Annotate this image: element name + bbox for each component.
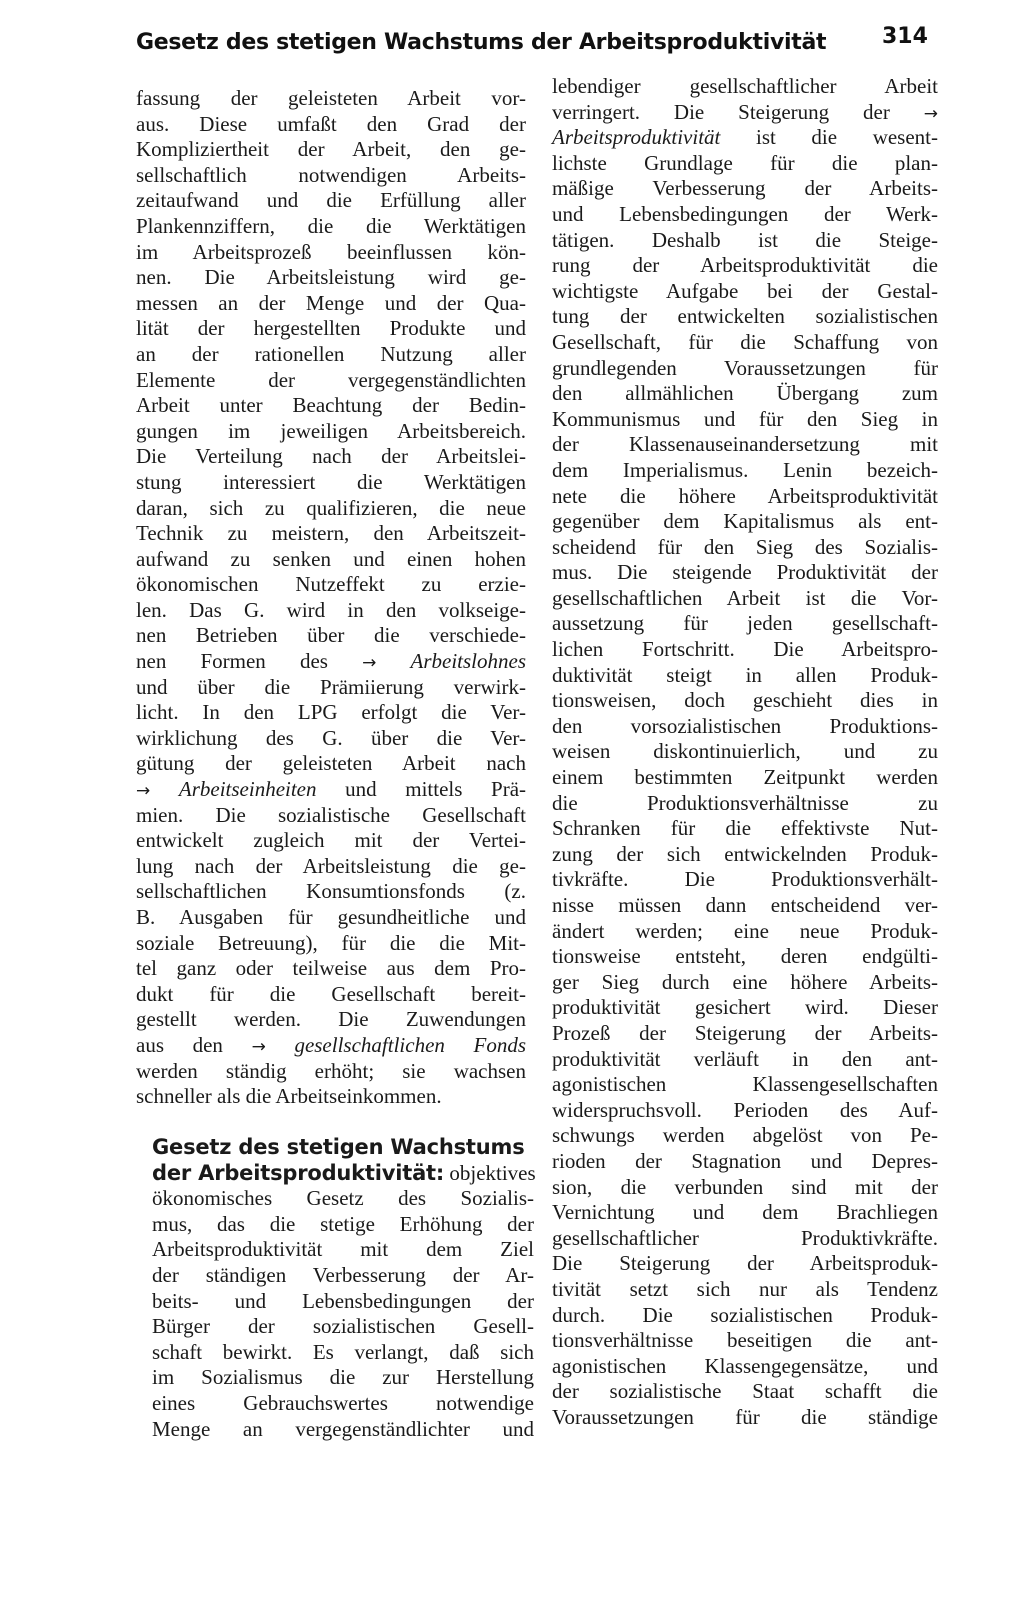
- text-line: durch. Die sozialistischen Produk-: [552, 1302, 938, 1327]
- text-line: produktivität verläuft in den ant-: [552, 1046, 938, 1071]
- text-line: aufwand zu senken und einen hohen: [136, 546, 526, 571]
- text-line: aus. Diese umfaßt den Grad der: [136, 111, 526, 136]
- text-line: im Sozialismus die zur Herstellung: [152, 1365, 534, 1390]
- text-line-with-reference: [136, 649, 526, 675]
- text-line: entwickelt zugleich mit der Vertei-: [136, 828, 526, 853]
- text-line: Die Verteilung nach der Arbeitslei-: [136, 444, 526, 469]
- text-segment: aus den: [136, 1032, 223, 1057]
- text-line: rung der Arbeitsproduktivität die: [552, 253, 938, 278]
- left-column: [136, 86, 526, 1110]
- cross-reference-arrow-icon: →: [923, 103, 938, 124]
- cross-reference-link[interactable]: Arbeitsproduktivität: [552, 125, 721, 150]
- running-head: Gesetz des stetigen Wachstums der Arbeitsproduktivität: [136, 30, 827, 55]
- text-line: gestellt werden. Die Zuwendungen: [136, 1007, 526, 1032]
- text-line: len. Das G. wird in den volkseige-: [136, 597, 526, 622]
- text-line-with-reference: [552, 100, 938, 126]
- cross-reference-link[interactable]: Arbeitslohnes: [410, 649, 527, 674]
- text-line: lität der hergestellten Produkte und: [136, 316, 526, 341]
- text-line: fassung der geleisteten Arbeit vor-: [136, 86, 526, 110]
- text-line: der ständigen Verbesserung der Ar-: [152, 1262, 534, 1287]
- text-line: der Klassenauseinandersetzung mit: [552, 432, 938, 457]
- text-line: ökonomisches Gesetz des Sozialis-: [152, 1186, 534, 1211]
- text-line: tung der entwickelten sozialistischen: [552, 304, 938, 329]
- text-segment: verringert. Die Steigerung der: [552, 99, 890, 124]
- text-line: agonistischen Klassengegensätze, und: [552, 1353, 938, 1378]
- text-line: soziale Betreuung), für die die Mit-: [136, 930, 526, 955]
- cross-reference-arrow-icon: →: [362, 653, 377, 674]
- text-line: tionsweise entsteht, deren endgülti-: [552, 944, 938, 969]
- text-line: mäßige Verbesserung der Arbeits-: [552, 176, 938, 201]
- text-segment: nen Formen des: [136, 649, 328, 674]
- text-line: den allmählichen Übergang zum: [552, 381, 938, 406]
- text-line: Kompliziertheit der Arbeit, den ge-: [136, 137, 526, 162]
- text-line: und über die Prämiierung verwirk-: [136, 674, 526, 699]
- dictionary-entry: [152, 1135, 534, 1442]
- text-line: agonistischen Klassengesellschaften: [552, 1072, 938, 1097]
- text-line: lebendiger gesellschaftlicher Arbeit: [552, 74, 938, 98]
- text-line: dukt für die Gesellschaft bereit-: [136, 981, 526, 1006]
- text-line: Vernichtung und dem Brachliegen: [552, 1200, 938, 1225]
- text-line: produktivität gesichert wird. Dieser: [552, 995, 938, 1020]
- text-line: gesellschaftlicher Produktivkräfte.: [552, 1225, 938, 1250]
- text-line-with-reference: [136, 777, 526, 803]
- text-segment: ist die wesent-: [755, 125, 938, 150]
- text-line: tivkräfte. Die Produktionsverhält-: [552, 867, 938, 892]
- text-line: aussetzung für jeden gesellschaft-: [552, 611, 938, 636]
- text-line: wichtigste Aufgabe bei der Gestal-: [552, 278, 938, 303]
- text-segment: objektives: [449, 1160, 536, 1185]
- text-segment: und mittels Prä-: [345, 777, 527, 802]
- text-line-with-reference: [552, 125, 938, 151]
- text-line: mus, das die stetige Erhöhung der: [152, 1211, 534, 1236]
- text-line: werden ständig erhöht; sie wachsen: [136, 1058, 526, 1083]
- text-line: tionsverhältnisse beseitigen die ant-: [552, 1328, 938, 1353]
- text-line: duktivität steigt in allen Produk-: [552, 662, 938, 687]
- entry-headword: der Arbeitsproduktivität:: [152, 1160, 445, 1185]
- text-line: schneller als die Arbeitseinkommen.: [136, 1084, 442, 1109]
- text-line: lung nach der Arbeitsleistung die ge-: [136, 853, 526, 878]
- text-line: tivität setzt sich nur als Tendenz: [552, 1276, 938, 1301]
- text-line: Menge an vergegenständlichter und: [152, 1416, 534, 1441]
- text-line: widerspruchsvoll. Perioden des Auf-: [552, 1097, 938, 1122]
- text-line: und Lebensbedingungen der Werk-: [552, 201, 938, 226]
- text-line: die Produktionsverhältnisse zu: [552, 790, 938, 815]
- text-line: schaft bewirkt. Es verlangt, daß sich: [152, 1339, 534, 1364]
- text-line: im Arbeitsprozeß beeinflussen kön-: [136, 239, 526, 264]
- text-line: zeitaufwand und die Erfüllung aller: [136, 188, 526, 213]
- page-number: 314: [882, 24, 928, 49]
- text-line: ger Sieg durch eine höhere Arbeits-: [552, 969, 938, 994]
- text-line: Gesellschaft, für die Schaffung von: [552, 329, 938, 354]
- text-line: Bürger der sozialistischen Gesell-: [152, 1314, 534, 1339]
- text-line: nete die höhere Arbeitsproduktivität: [552, 483, 938, 508]
- text-line: sellschaftlich notwendigen Arbeits-: [136, 162, 526, 187]
- text-line: mien. Die sozialistische Gesellschaft: [136, 802, 526, 827]
- text-line: gegenüber dem Kapitalismus als ent-: [552, 509, 938, 534]
- text-line: gungen im jeweiligen Arbeitsbereich.: [136, 418, 526, 443]
- text-line: Arbeit unter Beachtung der Bedin-: [136, 393, 526, 418]
- text-line: dem Imperialismus. Lenin bezeich-: [552, 457, 938, 482]
- text-line: Prozeß der Steigerung der Arbeits-: [552, 1020, 938, 1045]
- text-line: wirklichung des G. über die Ver-: [136, 725, 526, 750]
- cross-reference-arrow-icon: →: [251, 1036, 266, 1057]
- text-line: gesellschaftlichen Arbeit ist die Vor-: [552, 585, 938, 610]
- text-line: sellschaftlichen Konsumtionsfonds (z.: [136, 879, 526, 904]
- text-line: eines Gebrauchswertes notwendige: [152, 1390, 534, 1415]
- text-line: der sozialistische Staat schafft die: [552, 1379, 938, 1404]
- text-line: tel ganz oder teilweise aus dem Pro-: [136, 956, 526, 981]
- text-line: den vorsozialistischen Produktions-: [552, 713, 938, 738]
- entry-headword: Gesetz des stetigen Wachstums: [152, 1135, 525, 1159]
- text-line: ändert werden; eine neue Produk-: [552, 918, 938, 943]
- text-line: lichen Fortschritt. Die Arbeitspro-: [552, 637, 938, 662]
- text-line: beits- und Lebensbedingungen der: [152, 1288, 534, 1313]
- text-line: lichste Grundlage für die plan-: [552, 150, 938, 175]
- text-line: daran, sich zu qualifizieren, die neue: [136, 495, 526, 520]
- text-line: Elemente der vergegenständlichten: [136, 367, 526, 392]
- text-line: Technik zu meistern, den Arbeitszeit-: [136, 521, 526, 546]
- text-line: scheidend für den Sieg des Sozialis-: [552, 534, 938, 559]
- text-line: tätigen. Deshalb ist die Steige-: [552, 227, 938, 252]
- text-line: einem bestimmten Zeitpunkt werden: [552, 765, 938, 790]
- text-line: schwungs werden abgelöst von Pe-: [552, 1123, 938, 1148]
- text-line: stung interessiert die Werktätigen: [136, 469, 526, 494]
- text-line: rioden der Stagnation und Depres-: [552, 1148, 938, 1173]
- text-line: nisse müssen dann entscheidend ver-: [552, 893, 938, 917]
- text-line: grundlegenden Voraussetzungen für: [552, 355, 938, 380]
- text-line: licht. In den LPG erfolgt die Ver-: [136, 700, 526, 725]
- text-line: Kommunismus und für den Sieg in: [552, 406, 938, 431]
- cross-reference-arrow-icon: →: [136, 781, 151, 802]
- text-line: zung der sich entwickelnden Produk-: [552, 841, 938, 866]
- text-line: Schranken für die effektivste Nut-: [552, 816, 938, 841]
- text-line: sion, die verbunden sind mit der: [552, 1174, 938, 1199]
- text-line: ökonomischen Nutzeffekt zu erzie-: [136, 572, 526, 597]
- text-line: Arbeitsproduktivität mit dem Ziel: [152, 1237, 534, 1262]
- text-line: nen. Die Arbeitsleistung wird ge-: [136, 265, 526, 290]
- text-line: weisen diskontinuierlich, und zu: [552, 739, 938, 764]
- cross-reference-link[interactable]: gesellschaftlichen Fonds: [294, 1032, 527, 1057]
- text-line: Voraussetzungen für die ständige: [552, 1404, 938, 1429]
- cross-reference-link[interactable]: Arbeitseinheiten: [178, 777, 317, 802]
- text-line: an der rationellen Nutzung aller: [136, 341, 526, 366]
- text-line: mus. Die steigende Produktivität der: [552, 560, 938, 585]
- text-line: Die Steigerung der Arbeitsproduk-: [552, 1251, 938, 1276]
- text-line: gütung der geleisteten Arbeit nach: [136, 751, 526, 776]
- text-line: nen Betrieben über die verschiede-: [136, 623, 526, 648]
- right-column: [552, 74, 938, 1430]
- text-line: messen an der Menge und der Qua-: [136, 290, 526, 315]
- text-line-with-headword: [152, 1161, 534, 1187]
- text-line-with-reference: [136, 1033, 526, 1059]
- text-line: tionsweisen, doch geschieht dies in: [552, 688, 938, 713]
- text-line: B. Ausgaben für gesundheitliche und: [136, 905, 526, 929]
- text-line: Plankennziffern, die die Werktätigen: [136, 213, 526, 238]
